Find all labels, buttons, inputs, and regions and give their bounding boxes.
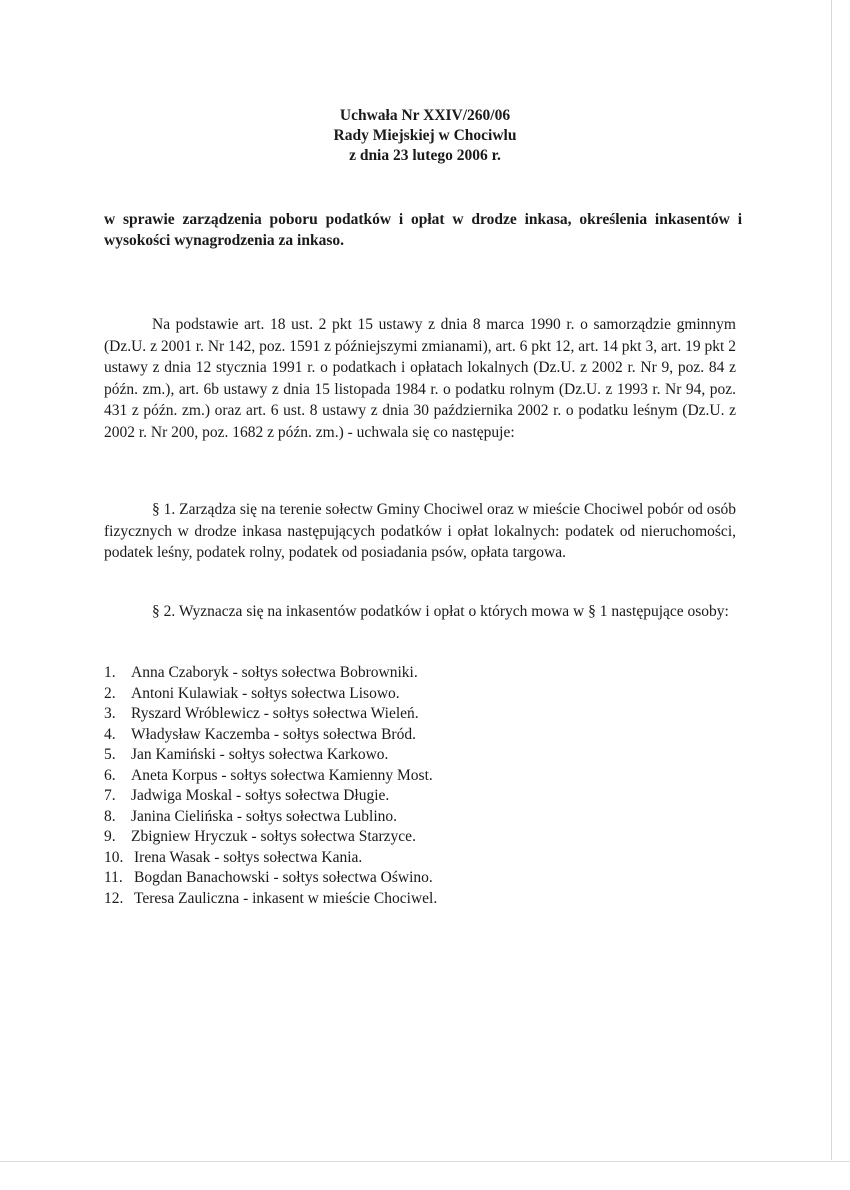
list-item-number: 10. <box>104 848 124 866</box>
list-item-number: 8. <box>104 807 116 825</box>
list-item-number: 11. <box>104 869 123 886</box>
list-item-number: 4. <box>104 725 116 743</box>
scan-edge-bottom <box>0 1161 850 1162</box>
list-item-text: Janina Cielińska - sołtys sołectwa Lublino. <box>131 807 398 825</box>
list-item-text: Teresa Zauliczna - inkasent w mieście Chociwel. <box>134 889 438 907</box>
list-item <box>104 848 744 869</box>
section-1-text: § 1. Zarządza się na terenie sołectw Gminy Chociwel oraz w mieście Chociwel pobór od osób fizycznych w drodze inkasa następujących podatków i opłat lokalnych: podatek od nieruchomości, podatek leśny, podatek rolny, podatek od posiadania psów, opłata targowa. <box>104 501 736 561</box>
list-item-text: Anna Czaboryk - sołtys sołectwa Bobrowniki. <box>131 664 418 681</box>
list-item <box>104 663 744 684</box>
list-item <box>104 766 744 787</box>
list-item-number: 9. <box>104 828 116 845</box>
list-item-text: Ryszard Wróblewicz - sołtys sołectwa Wieleń. <box>131 705 419 722</box>
legal-basis-text: Na podstawie art. 18 ust. 2 pkt 15 ustawy z dnia 8 marca 1990 r. o samorządzie gminnym (Dz.U. z 2001 r. Nr 142, poz. 1591 z późniejszymi zmianami), art. 6 pkt 12, art. 14 pkt 3, art. 19 pkt 2 ustawy z dnia 12 stycznia 1991 r. o podatkach i opłatach lokalnych (Dz.U. z 2002 r. Nr 9, poz. 84 z późn. zm.), art. 6b ustawy z dnia 15 listopada 1984 r. o podatku rolnym (Dz.U. z 1993 r. Nr 94, poz. 431 z późn. zm.) oraz art. 6 ust. 8 ustawy z dnia 30 października 2002 r. o podatku leśnym (Dz.U. z 2002 r. Nr 200, poz. 1682 z późn. zm.) - uchwala się co następuje: <box>104 316 736 441</box>
list-item-text: Aneta Korpus - sołtys sołectwa Kamienny Most. <box>131 766 433 784</box>
scan-edge-right <box>831 0 832 1160</box>
resolution-date: z dnia 23 lutego 2006 r. <box>349 147 501 164</box>
list-item-text: Władysław Kaczemba - sołtys sołectwa Bród. <box>131 725 416 743</box>
list-item <box>104 889 744 910</box>
list-item <box>104 725 744 746</box>
resolution-header <box>0 106 850 166</box>
list-item-text: Irena Wasak - sołtys sołectwa Kania. <box>134 848 363 866</box>
list-item-number: 12. <box>104 889 124 907</box>
council-name: Rady Miejskiej w Chociwlu <box>333 127 517 144</box>
section-2-paragraph <box>104 601 736 623</box>
section-2-text: § 2. Wyznacza się na inkasentów podatków i opłat o których mowa w § 1 następujące osoby: <box>152 603 729 620</box>
list-item-text: Jadwiga Moskal - sołtys sołectwa Długie. <box>131 787 390 804</box>
list-item-number: 1. <box>104 664 116 681</box>
list-item-number: 6. <box>104 766 116 784</box>
list-item-number: 2. <box>104 684 116 702</box>
list-item-number: 5. <box>104 746 116 763</box>
list-item-text: Zbigniew Hryczuk - sołtys sołectwa Starzyce. <box>131 828 416 845</box>
collectors-list <box>104 663 744 909</box>
list-item <box>104 868 744 889</box>
list-item <box>104 684 744 705</box>
list-item <box>104 807 744 828</box>
list-item-number: 7. <box>104 787 116 804</box>
list-item <box>104 827 744 848</box>
resolution-subject: w sprawie zarządzenia poboru podatków i opłat w drodze inkasa, określenia inkasentów i wysokości wynagrodzenia za inkaso. <box>104 211 742 249</box>
list-item-text: Bogdan Banachowski - sołtys sołectwa Oświno. <box>134 869 433 886</box>
resolution-number: Uchwała Nr XXIV/260/06 <box>339 107 511 124</box>
list-item <box>104 704 744 725</box>
list-item-number: 3. <box>104 705 116 722</box>
list-item-text: Antoni Kulawiak - sołtys sołectwa Lisowo. <box>131 684 400 702</box>
legal-basis-paragraph <box>104 314 736 443</box>
list-item <box>104 745 744 766</box>
list-item <box>104 786 744 807</box>
section-1-paragraph <box>104 499 736 564</box>
list-item-text: Jan Kamiński - sołtys sołectwa Karkowo. <box>131 746 389 763</box>
